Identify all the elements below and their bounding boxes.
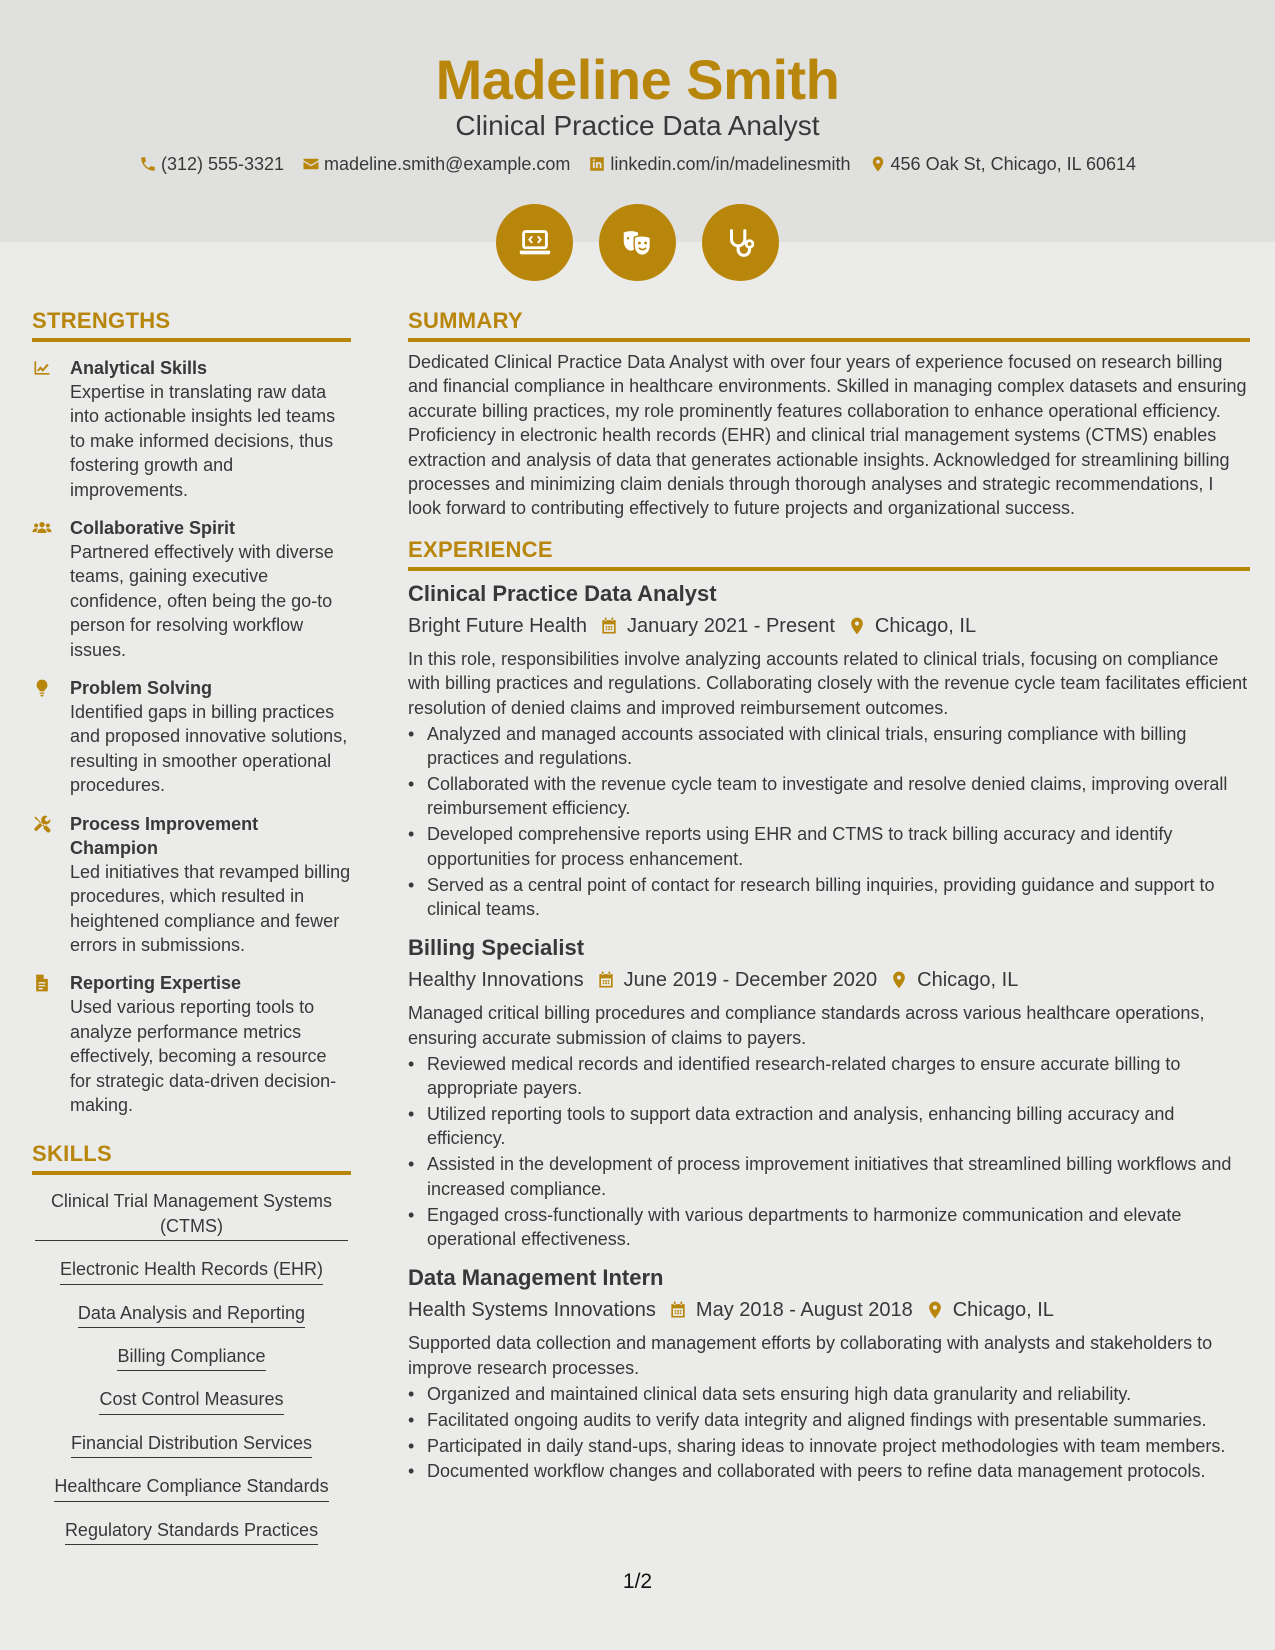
job-bullet: • Assisted in the development of process improvement initiatives that streamlined billing workflows and increased compliance. bbox=[408, 1152, 1250, 1201]
job-company: Health Systems Innovations bbox=[408, 1299, 656, 1322]
strength-title: Process Improvement Champion bbox=[70, 813, 259, 858]
candidate-name: Madeline Smith bbox=[435, 48, 840, 111]
phone-icon bbox=[139, 155, 157, 173]
skills-list bbox=[32, 1189, 351, 1561]
job-dates: January 2021 - Present bbox=[626, 614, 835, 637]
calendar-icon bbox=[599, 616, 619, 636]
strength-text: Partnered effectively with diverse teams, gaining executive confidence, often being the go-to person for resolving workflow issues. bbox=[70, 542, 334, 660]
job-bullet: • Developed comprehensive reports using EHR and CTMS to track billing accuracy and identify opportunities for process enhancement. bbox=[408, 822, 1250, 871]
summary-section bbox=[408, 306, 1250, 521]
theater-masks-icon bbox=[619, 224, 657, 262]
location-icon bbox=[889, 970, 909, 990]
theater-masks-badge bbox=[599, 204, 676, 281]
job-location: Chicago, IL bbox=[952, 1299, 1054, 1322]
contact-address bbox=[869, 152, 1137, 176]
job-bullets bbox=[408, 722, 1250, 922]
file-icon bbox=[32, 973, 52, 993]
skill-item: Billing Compliance bbox=[117, 1344, 265, 1371]
skill-item: Electronic Health Records (EHR) bbox=[60, 1257, 323, 1284]
job-description: In this role, responsibilities involve analyzing accounts related to clinical trials, focusing on compliance with billing practices and regulations. Collaborating closely with the revenue cycle team facilitates efficient resolution of denied claims and improved reimbursement outcomes. bbox=[408, 648, 1248, 718]
strength-text: Identified gaps in billing practices and proposed innovative solutions, resulting in smoother operational procedures. bbox=[70, 702, 348, 796]
strength-title: Analytical Skills bbox=[70, 358, 208, 378]
right-column bbox=[408, 306, 1250, 1484]
skill-item: Data Analysis and Reporting bbox=[78, 1301, 305, 1328]
strength-text: Used various reporting tools to analyze performance metrics effectively, becoming a resource for strategic data-driven decision-making. bbox=[70, 997, 337, 1115]
skill-item: Clinical Trial Management Systems (CTMS) bbox=[35, 1189, 348, 1241]
chart-line-icon bbox=[32, 358, 52, 378]
job-bullet: • Documented workflow changes and collaborated with peers to refine data management protocols. bbox=[408, 1459, 1250, 1483]
strength-item bbox=[32, 971, 351, 1117]
job-entry bbox=[408, 1263, 1250, 1483]
contact-address-text: 456 Oak St, Chicago, IL 60614 bbox=[890, 154, 1137, 174]
contact-linkedin[interactable] bbox=[588, 152, 850, 176]
job-location: Chicago, IL bbox=[874, 614, 977, 637]
job-company: Healthy Innovations bbox=[408, 969, 584, 992]
job-bullet: • Collaborated with the revenue cycle team to investigate and resolve denied claims, improving overall reimbursement efficiency. bbox=[408, 772, 1250, 821]
job-bullet: • Facilitated ongoing audits to verify data integrity and aligned findings with presentable summaries. bbox=[408, 1408, 1250, 1432]
stethoscope-badge bbox=[702, 204, 779, 281]
job-dates: June 2019 - December 2020 bbox=[623, 969, 878, 992]
strengths-section bbox=[32, 306, 351, 1117]
job-description: Managed critical billing procedures and compliance standards across various healthcare operations, ensuring accurate submission of claims to payers. bbox=[408, 1003, 1205, 1048]
job-bullet: • Served as a central point of contact for research billing inquiries, providing guidance and support to clinical teams. bbox=[408, 873, 1250, 922]
job-location: Chicago, IL bbox=[917, 969, 1019, 992]
email-icon bbox=[302, 155, 320, 173]
experience-heading: EXPERIENCE bbox=[408, 535, 1250, 571]
strength-item bbox=[32, 812, 351, 958]
job-bullet: • Reviewed medical records and identified research-related charges to ensure accurate billing to appropriate payers. bbox=[408, 1052, 1250, 1101]
calendar-icon bbox=[668, 1300, 688, 1320]
job-bullet: • Analyzed and managed accounts associated with clinical trials, ensuring compliance with billing practices and regulations. bbox=[408, 722, 1250, 771]
skill-item: Financial Distribution Services bbox=[71, 1431, 312, 1458]
linkedin-icon bbox=[588, 155, 606, 173]
skill-item: Healthcare Compliance Standards bbox=[54, 1474, 328, 1501]
strength-title: Reporting Expertise bbox=[70, 973, 242, 994]
job-meta bbox=[408, 611, 1250, 641]
location-icon bbox=[847, 616, 867, 636]
summary-heading: SUMMARY bbox=[408, 306, 1250, 342]
contact-phone bbox=[139, 152, 284, 176]
job-bullets bbox=[408, 1052, 1250, 1252]
job-description: Supported data collection and management efforts by collaborating with analysts and stakeholders to improve research processes. bbox=[408, 1333, 1213, 1378]
strength-title: Collaborative Spirit bbox=[70, 518, 236, 539]
location-icon bbox=[869, 155, 887, 173]
job-bullet: • Utilized reporting tools to support data extraction and analysis, enhancing billing accuracy and efficiency. bbox=[408, 1102, 1250, 1151]
contact-email-text[interactable]: madeline.smith@example.com bbox=[324, 154, 571, 174]
contact-phone-text: (312) 555-3321 bbox=[160, 154, 285, 174]
contact-bar bbox=[0, 152, 1275, 176]
strength-item bbox=[32, 356, 351, 502]
job-meta bbox=[408, 1295, 1250, 1325]
users-icon bbox=[32, 518, 52, 538]
skill-item: Regulatory Standards Practices bbox=[65, 1518, 318, 1545]
strengths-heading: STRENGTHS bbox=[32, 306, 351, 342]
job-bullets bbox=[408, 1382, 1250, 1484]
skills-heading: SKILLS bbox=[32, 1139, 351, 1175]
experience-section bbox=[408, 535, 1250, 1484]
page-number: 1/2 bbox=[622, 1570, 653, 1593]
job-role: Clinical Practice Data Analyst bbox=[408, 580, 717, 606]
job-bullet: • Engaged cross-functionally with various departments to harmonize communication and elevate operational effectiveness. bbox=[408, 1203, 1250, 1252]
interest-badges bbox=[0, 204, 1275, 281]
job-bullet: • Participated in daily stand-ups, sharing ideas to innovate project methodologies with team members. bbox=[408, 1434, 1250, 1458]
job-company: Bright Future Health bbox=[408, 614, 587, 637]
skills-section bbox=[32, 1139, 351, 1561]
skill-item: Cost Control Measures bbox=[99, 1387, 283, 1414]
contact-email[interactable] bbox=[302, 152, 570, 176]
location-icon bbox=[925, 1300, 945, 1320]
job-role: Billing Specialist bbox=[408, 935, 585, 961]
laptop-code-icon bbox=[516, 224, 554, 262]
calendar-icon bbox=[596, 970, 616, 990]
strength-text: Led initiatives that revamped billing procedures, which resulted in heightened compliance and fewer errors in submissions. bbox=[70, 861, 351, 955]
job-meta bbox=[408, 965, 1250, 995]
job-role: Data Management Intern bbox=[408, 1265, 664, 1291]
tools-icon bbox=[32, 814, 52, 834]
strength-title: Problem Solving bbox=[70, 678, 213, 699]
strength-text: Expertise in translating raw data into actionable insights led teams to make informed decisions, thus fostering growth and improvements. bbox=[70, 382, 336, 500]
left-column bbox=[32, 306, 351, 1561]
strength-item bbox=[32, 676, 351, 798]
stethoscope-icon bbox=[722, 224, 760, 262]
job-dates: May 2018 - August 2018 bbox=[695, 1299, 913, 1322]
laptop-code-badge bbox=[496, 204, 573, 281]
job-bullet: • Organized and maintained clinical data sets ensuring high data granularity and reliability. bbox=[408, 1382, 1250, 1406]
contact-linkedin-text[interactable]: linkedin.com/in/madelinesmith bbox=[610, 154, 851, 174]
job-entry bbox=[408, 579, 1250, 921]
lightbulb-icon bbox=[32, 678, 52, 698]
summary-text: Dedicated Clinical Practice Data Analyst with over four years of experience focused on research billing and financial compliance in healthcare environments. Skilled in managing complex datasets and ensuring accurate billing practices, my role prominently features collaboration to enhance operational efficiency. Proficiency in electronic health records (EHR) and clinical trial management systems (CTMS) enables extraction and analysis of data that generates actionable insights. Acknowledged for streamlining billing processes and minimizing claim denials through thorough analyses and strategic recommendations, I look forward to contributing effectively to future projects and organizational success. bbox=[408, 352, 1247, 519]
strength-item bbox=[32, 516, 351, 662]
job-entry bbox=[408, 933, 1250, 1251]
candidate-title: Clinical Practice Data Analyst bbox=[455, 110, 820, 141]
